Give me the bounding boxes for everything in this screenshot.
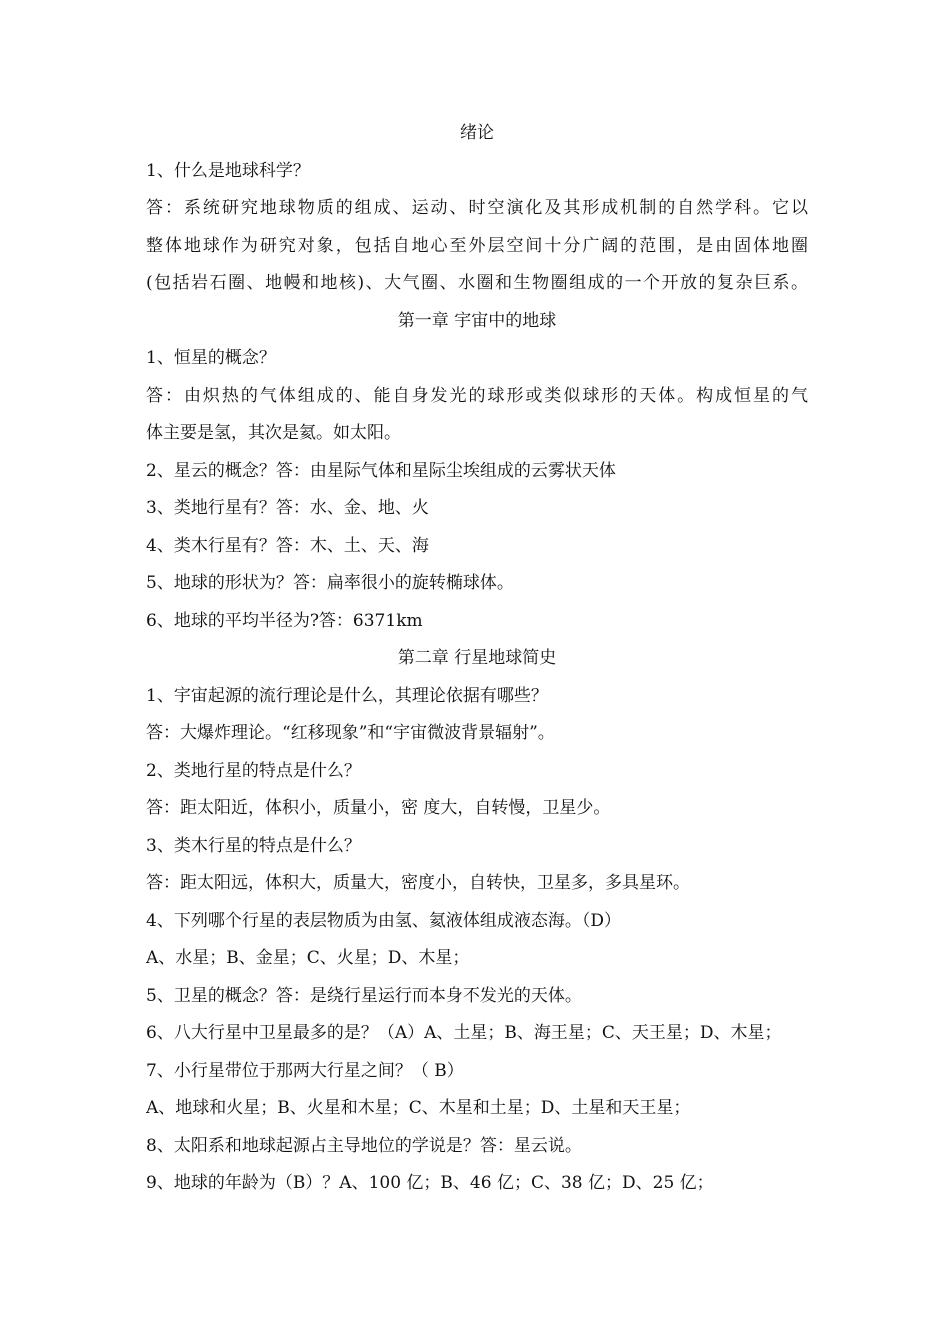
question-line: 3、类木行星的特点是什么？ — [146, 835, 361, 856]
answer-line: (包括岩石圈、地幔和地核)、大气圈、水圈和生物圈组成的一个开放的复杂巨系。 — [146, 273, 808, 293]
answer-line: 答：距太阳近，体积小，质量小，密 度大，自转慢，卫星少。 — [146, 798, 611, 818]
question-line: 6、八大行星中卫星最多的是？（A）A、土星；B、海王星；C、天王星；D、木星； — [146, 1023, 782, 1043]
question-line: 1、恒星的概念？ — [146, 348, 276, 368]
answer-line: 答：距太阳远，体积大，质量大，密度小，自转快，卫星多，多具星环。 — [146, 873, 690, 893]
question-line: 1、什么是地球科学？ — [146, 160, 310, 181]
answer-line: 整体地球作为研究对象，包括自地心至外层空间十分广阔的范围，是由固体地圈 — [146, 235, 808, 256]
answer-line: 答：大爆炸理论。“红移现象”和“宇宙微波背景辐射”。 — [146, 723, 555, 743]
answer-line: 答：系统研究地球物质的组成、运动、时空演化及其形成机制的自然学科。它以 — [146, 198, 808, 218]
question-line: 9、地球的年龄为（B）？A、100 亿；B、46 亿；C、38 亿；D、25 亿； — [146, 1173, 714, 1193]
question-line: 1、宇宙起源的流行理论是什么，其理论依据有哪些？ — [146, 685, 548, 706]
question-line: 5、地球的形状为？答：扁率很小的旋转椭球体。 — [146, 573, 514, 593]
answer-line: 答：由炽热的气体组成的、能自身发光的球形或类似球形的天体。构成恒星的气 — [146, 385, 808, 406]
question-line: 6、地球的平均半径为?答：6371km — [146, 610, 423, 631]
answer-line: 体主要是氢，其次是氦。如太阳。 — [146, 423, 401, 443]
question-line: 3、类地行星有？答：水、金、地、火 — [146, 498, 429, 518]
answer-line: A、地球和火星；B、火星和木星；C、木星和土星；D、土星和天王星； — [146, 1098, 691, 1118]
section-heading-chapter-2: 第二章 行星地球简史 — [397, 648, 557, 668]
section-heading-chapter-1: 第一章 宇宙中的地球 — [397, 310, 557, 331]
answer-line: A、水星；B、金星；C、火星；D、木星； — [146, 948, 470, 968]
question-line: 2、类地行星的特点是什么？ — [146, 760, 361, 781]
question-line: 4、类木行星有？答：木、土、天、海 — [146, 535, 429, 556]
question-line: 5、卫星的概念？答：是绕行星运行而本身不发光的天体。 — [146, 985, 582, 1006]
document-body — [146, 115, 808, 1203]
question-line: 8、太阳系和地球起源占主导地位的学说是？答：星云说。 — [146, 1135, 582, 1156]
question-line: 7、小行星带位于那两大行星之间？（ B） — [146, 1060, 464, 1081]
question-line: 4、下列哪个行星的表层物质为由氢、氦液体组成液态海。（D） — [146, 910, 621, 931]
section-heading-intro: 绪论 — [460, 123, 494, 143]
question-line: 2、星云的概念？答：由星际气体和星际尘埃组成的云雾状天体 — [146, 460, 616, 481]
